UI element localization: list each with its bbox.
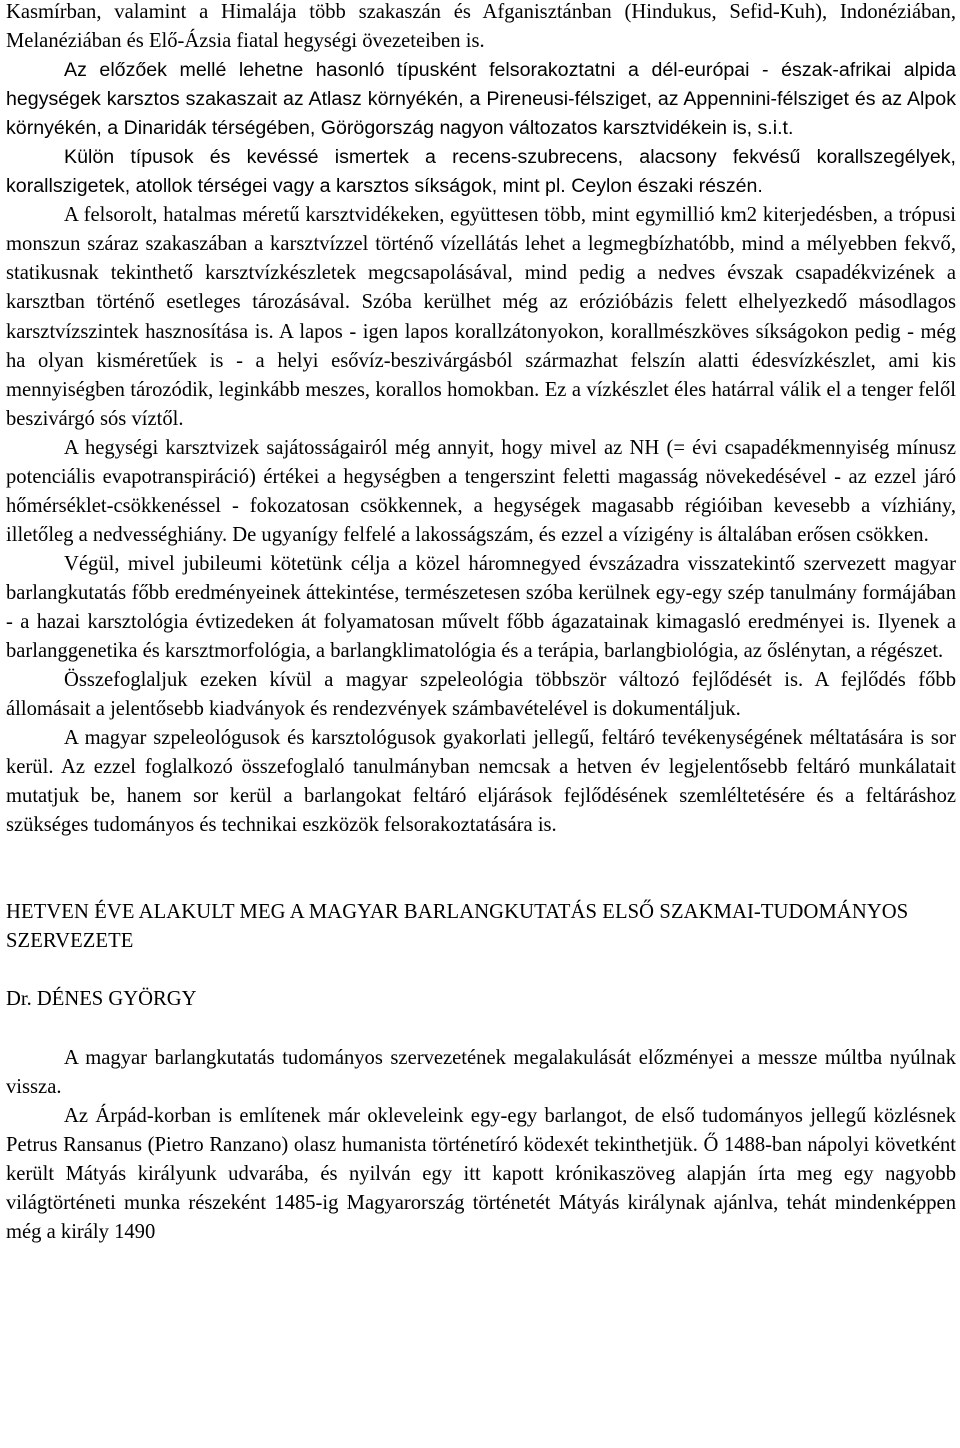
- paragraph-szpeleologia-fejlodese: Összefoglaljuk ezeken kívül a magyar szpeleológia többször változó fejlődését is. A fejlődés főbb állomásait a jelentősebb kiadványok és rendezvények számbavételével is dokumentáljuk.: [6, 669, 956, 721]
- author-name: Dr. DÉNES GYÖRGY: [6, 988, 197, 1011]
- article-body: [6, 1044, 956, 1247]
- paragraph-karsztvidekek: A felsorolt, hatalmas méretű karsztvidékeken, együttesen több, mint egymillió km2 kiterjedésben, a trópusi monszun száraz szakaszában a karsztvízzel történő vízellátás lehet a legmegbízhatóbb, mind a mélyebben fekvő, statikusnak tekinthető karsztvízkészletek megcsapolásával, mind pedig a nedves évszak csapadékvizének a karsztban történő esetleges tározásával. Szóba kerülhet még az erózióbázis felett elhelyezkedő másodlagos karsztvízszintek hasznosítása is. A lapos - igen lapos korallzátonyokon, korallmészköves síkságokon pedig - még ha olyan kisméretűek is - a helyi esővíz-beszivárgásból származhat felszín alatti édesvízkészlet, ami kis mennyiségben tározódik, leginkább meszes, korallos homokban. Ez a vízkészlet éles határral válik el a tenger felől beszivárgó sós víztől.: [6, 204, 956, 430]
- section-heading: HETVEN ÉVE ALAKULT MEG A MAGYAR BARLANGKUTATÁS ELSŐ SZAKMAI-TUDOMÁNYOS SZERVEZETE: [6, 901, 909, 953]
- paragraph-korallszegelyek: Külön típusok és kevéssé ismertek a recens-szubrecens, alacsony fekvésű korallszegélyek, korallszigetek, atollok térségei vagy a karsztos síkságok, mint pl. Ceylon északi részén.: [6, 146, 956, 198]
- paragraph-hegysegi-karsztvizek: A hegységi karsztvizek sajátosságairól még annyit, hogy mivel az NH (= évi csapadékmennyiség mínusz potenciális evapotranspiráció) értékei a hegységben a tengerszint feletti magasság növekedésével - az ezzel járó hőmérséklet-csökkenéssel - fokozatosan csökkennek, a hegységek magasabb régióiban kevesebb a vízhiány, illetőleg a nedvességhiány. De ugyanígy felfelé a lakosságszám, és ezzel a vízigény is általában erősen csökken.: [6, 436, 956, 546]
- paragraph-feltaro-tevekenyseg: A magyar szpeleológusok és karsztológusok gyakorlati jellegű, feltáró tevékenységének méltatására is sor kerül. Az ezzel foglalkozó összefoglaló tanulmányban nemcsak a hetven év legjelentősebb feltáró munkálatait mutatjuk be, hanem sor kerül a barlangokat feltáró eljárások fejlődésének szemléltetésére és a feltáráshoz szükséges tudományos és technikai eszközök felsorakoztatására is.: [6, 727, 956, 837]
- paragraph-kasmir: Kasmírban, valamint a Himalája több szakaszán és Afganisztánban (Hindukus, Sefid-Kuh), Indonéziában, Melanéziában és Elő-Ázsia fiatal hegységi övezeteiben is.: [6, 1, 956, 53]
- paragraph-alpida-hegysegek: Az előzőek mellé lehetne hasonló típusként felsorakoztatni a dél-európai - észak-afrikai alpida hegységek karsztos szakaszait az Atlasz környékén, a Pireneusi-félsziget, az Appennini-félsziget és az Alpok környékén, a Dinaridák térségében, Görögország nagyon változatos karsztvidékein is, s.i.t.: [6, 59, 956, 140]
- paragraph-jubileumi-kotet: Végül, mivel jubileumi kötetünk célja a közel háromnegyed évszázadra visszatekintő szervezett magyar barlangkutatás főbb eredményeinek áttekintése, természetesen szóba kerülnek egy-egy szép tanulmány formájában - a hazai karsztológia évtizedeken át folyamatosan művelt főbb ágazatainak kimagasló eredményei is. Ilyenek a barlanggenetika és karsztmorfológia, a barlangklimatológia és a terápia, barlangbiológia, az őslénytan, a régészet.: [6, 552, 956, 663]
- paragraph-elozmenyek: A magyar barlangkutatás tudományos szervezetének megalakulását előzményei a messze múltba nyúlnak vissza.: [6, 1046, 956, 1098]
- document-page: [6, 0, 956, 1247]
- paragraph-arpad-kor: Az Árpád-korban is említenek már okleveleink egy-egy barlangot, de első tudományos jellegű közlésnek Petrus Ransanus (Pietro Ranzano) olasz humanista történetíró ködexét tekinthetjük. Ő 1488-ban nápolyi követként került Mátyás királyunk udvarába, és nyilván egy itt kapott krónikaszöveg alapján írta meg egy nagyobb világtörténeti munka részeként 1485-ig Magyarország történetét Mátyás királynak ajánlva, tehát mindenképpen még a király 1490: [6, 1104, 956, 1243]
